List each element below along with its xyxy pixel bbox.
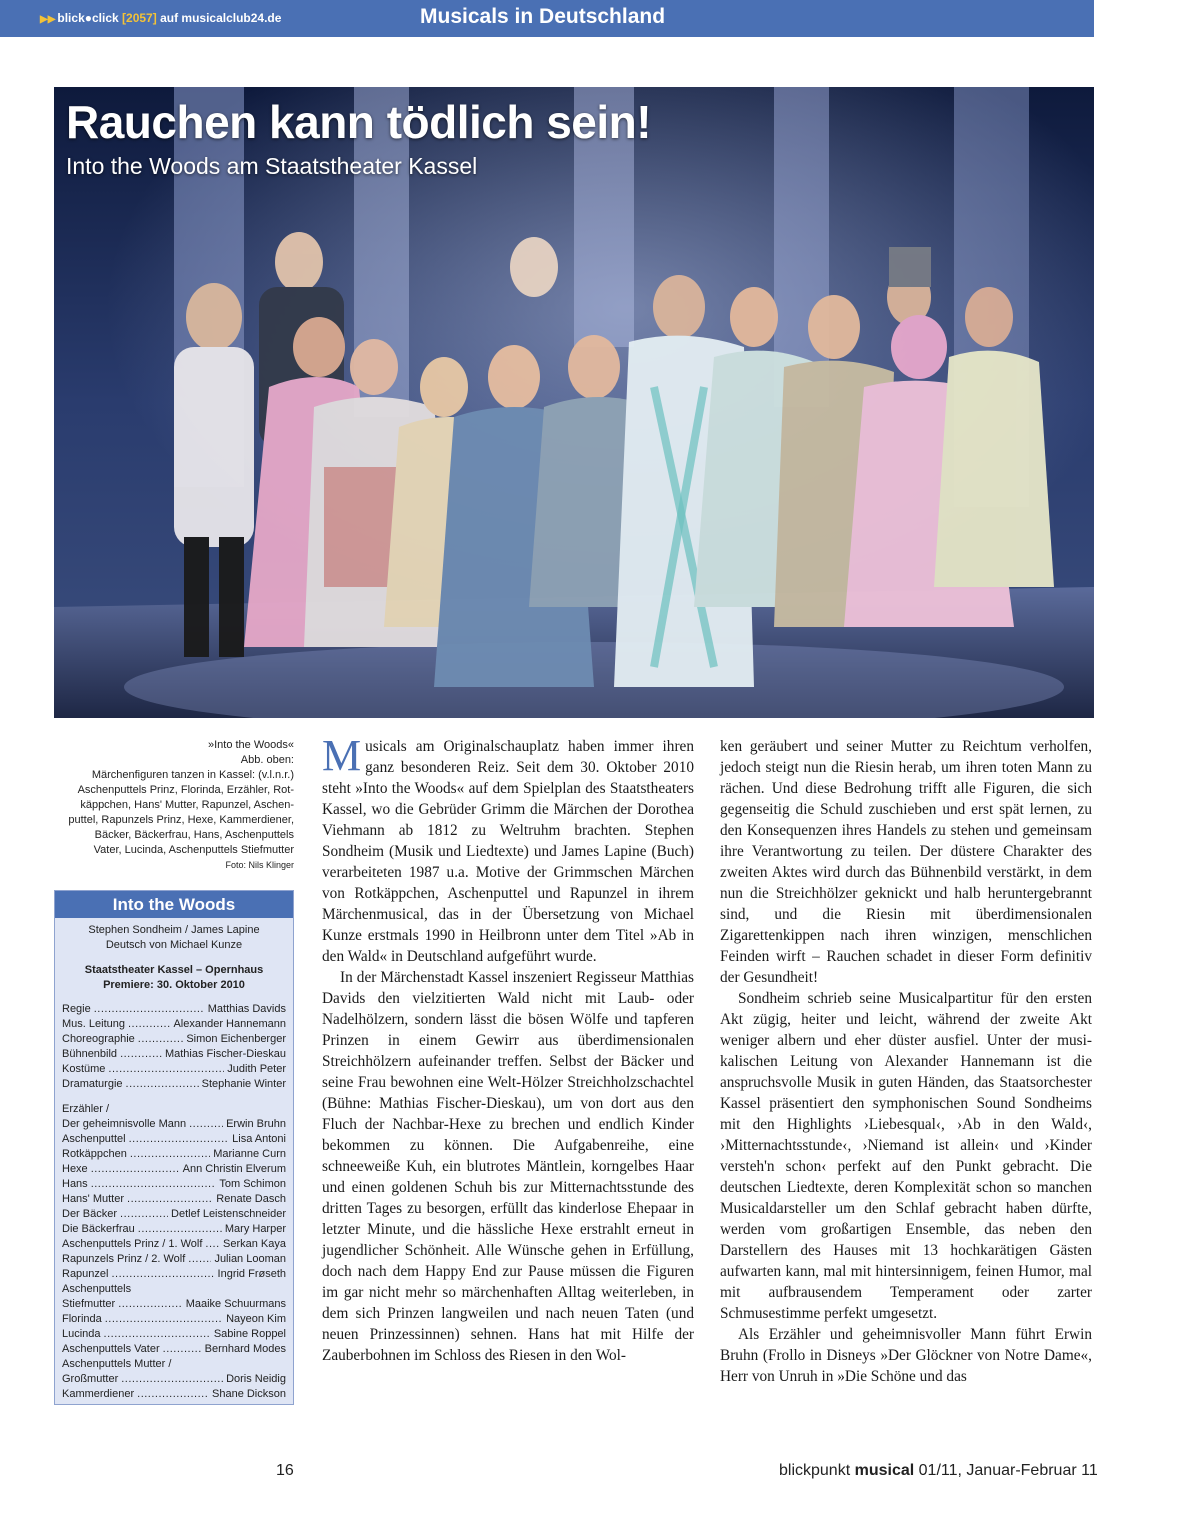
dot-leader	[138, 1222, 222, 1237]
credit-name: Bernhard Modes	[204, 1343, 286, 1355]
credit-row	[62, 1222, 286, 1237]
credit-name: Erwin Bruhn	[226, 1118, 286, 1130]
credit-role: Hans' Mutter	[62, 1193, 125, 1205]
dot-leader	[111, 1267, 214, 1282]
credit-role: Die Bäckerfrau	[62, 1223, 135, 1235]
credit-role: Erzähler /	[62, 1103, 110, 1115]
credit-row	[62, 1267, 286, 1282]
production-info-box	[54, 890, 294, 1405]
caption-line: Abb. oben:	[240, 754, 294, 766]
credit-row	[62, 1062, 286, 1077]
credit-role: Regie	[62, 1003, 91, 1015]
caption-line: Aschenputtels Prinz, Florinda, Erzähler, Rot-	[77, 784, 294, 796]
info-box-authors	[55, 923, 293, 953]
credit-name: Mary Harper	[224, 1223, 286, 1235]
page-number: 16	[276, 1462, 294, 1479]
dot-leader	[138, 1032, 184, 1047]
credit-role: Stiefmutter	[62, 1298, 116, 1310]
article-column-2	[720, 736, 1092, 1387]
credit-row	[62, 1372, 286, 1387]
credit-row	[62, 1117, 286, 1132]
premiere-line: Premiere: 30. Oktober 2010	[103, 979, 245, 991]
credit-role: Aschenputtels	[62, 1283, 132, 1295]
dot-leader	[128, 1017, 170, 1032]
credit-name: Ingrid Frøseth	[217, 1268, 286, 1280]
caption-line: Märchenfiguren tanzen in Kassel: (v.l.n.r.)	[91, 769, 294, 781]
credit-role: Florinda	[62, 1313, 102, 1325]
credit-row	[62, 1132, 286, 1147]
section-header-bar	[0, 0, 1094, 37]
authors-line: Stephen Sondheim / James Lapine	[88, 924, 260, 936]
dot-leader	[205, 1237, 220, 1252]
credit-row	[62, 1387, 286, 1402]
credit-row	[62, 1237, 286, 1252]
credit-name: Sabine Roppel	[213, 1328, 286, 1340]
cast-list	[55, 1102, 293, 1402]
dot-leader	[91, 1177, 217, 1192]
credit-role: Großmutter	[62, 1373, 119, 1385]
credit-row	[62, 1177, 286, 1192]
credit-row	[62, 1162, 286, 1177]
credit-row	[62, 1297, 286, 1312]
credit-name: Alexander Hannemann	[173, 1018, 286, 1030]
credit-name: Simon Eichenberger	[186, 1033, 286, 1045]
credit-role: Dramaturgie	[62, 1078, 123, 1090]
header-brand-line	[40, 11, 281, 25]
info-box-title: Into the Woods	[55, 891, 293, 918]
credit-role: Kammerdiener	[62, 1388, 135, 1400]
stage-photo	[54, 87, 1094, 718]
dot-leader	[130, 1147, 210, 1162]
credit-role: Choreographie	[62, 1033, 135, 1045]
credit-row	[62, 1017, 286, 1032]
info-box-premiere	[55, 963, 293, 993]
credit-name: Nayeon Kim	[226, 1313, 286, 1325]
credit-row	[62, 1192, 286, 1207]
dot-leader	[105, 1312, 223, 1327]
dot-leader	[188, 1252, 211, 1267]
article-column-1	[322, 731, 694, 1366]
caption-line: Vater, Lucinda, Aschenputtels Stiefmutter	[93, 844, 294, 856]
caption-line: käppchen, Hans' Mutter, Rapunzel, Aschen-	[80, 799, 294, 811]
credit-role: Der Bäcker	[62, 1208, 118, 1220]
article-paragraph: Sondheim schrieb seine Musicalpartitur für den ersten Akt zügig, heiter und leicht, während der zweite Akt weniger albern und eher düster ausfiel. Unter der musikalischen Leitung von Alexander Hannemann ist die anspruchsvolle Musik in guten Händen, das Staatsorchester Kassel präsentiert den symphonischen Sound Sondheims mit den Highlights ›Liebesqual‹, ›Ab in den Wald‹, ›Mitternachtsstunde‹, ›Niemand ist allein‹ und ›Kinder versteh'n schon‹ perfekt auf den Punkt gebracht. Die deutschen Liedtexte, deren Komplexität schon so manchen Musicaldarsteller um den Schlaf gebracht haben dürfte, werden vom großartigen Ensemble, das neben den Darstellern des Hauses mit 13 hochkarätigen Gästen aufwarten kann, mal mit hintersinnigem, feinen Humor, mal mit aufbrausendem Temperament oder zarter Schmusestimme perfekt umgesetzt.	[720, 990, 1092, 1322]
credit-role: Rapunzel	[62, 1268, 109, 1280]
credit-name: Shane Dickson	[212, 1388, 286, 1400]
magazine-prefix: blickpunkt	[779, 1462, 851, 1479]
credit-role: Aschenputtels Mutter /	[62, 1358, 172, 1370]
drop-cap: M	[322, 731, 362, 780]
dot-leader	[120, 1047, 162, 1062]
photo-caption	[20, 738, 294, 872]
credit-name: Detlef Leistenschneider	[171, 1208, 286, 1220]
article-paragraph	[322, 731, 694, 967]
article-headline: Rauchen kann tödlich sein!	[66, 96, 652, 148]
credit-name: Doris Neidig	[226, 1373, 286, 1385]
credit-name: Matthias Davids	[207, 1003, 286, 1015]
caption-line: Bäcker, Bäckerfrau, Hans, Aschenputtels	[94, 829, 294, 841]
credit-role: Aschenputtel	[62, 1133, 126, 1145]
credit-row	[62, 1312, 286, 1327]
dot-leader	[104, 1327, 211, 1342]
article-paragraph: In der Märchenstadt Kassel inszeniert Regisseur Matthias Davids den vielzitierten Wald nicht mit Laub- oder Nadelhölzern, sondern lässt die bösen Wölfe und tapferen Prinzen in einem Gewirr aus überdimensionalen Streichhölzern aufeinander treffen. Selbst der Bäcker und seine Frau bewohnen eine Welt-Hölzer Streichholzschachtel (Bühne: Mathias Fischer-Dieskau), um von dort aus den Fluch der Nachbar-Hexe zu brechen und endlich Kinder bekommen zu können. Die Aufgabenreihe, eine schneeweiße Kuh, ein blutrotes Mäntlein, korngelbes Haar und einen goldenen Schuh bis zur Mitternachtsstunde des dritten Tages zu besorgen, erfüllt das kinderlose Ehepaar in letzter Minute, und die hässliche Hexe erstrahlt erneut in jugendlicher Schönheit. Alle Wünsche gehen in Erfüllung, doch nach dem Happy End zur Pause müssen die Figuren im gar nicht mehr so märchenhaften Alltag weiterleben, in dem sich Prinzen langweilen und nach neuen Taten (und neuen Prinzessinnen) sehnen. Hans hat mit Hilfe der Zauberbohnen im Schloss des Riesen in den Wol-	[322, 969, 694, 1364]
credit-row	[62, 1147, 286, 1162]
credit-name: Ann Christin Elverum	[182, 1163, 286, 1175]
dot-leader	[127, 1192, 213, 1207]
dot-leader	[120, 1207, 168, 1222]
dot-leader	[94, 1002, 205, 1017]
dot-leader	[121, 1372, 223, 1387]
credit-name: Tom Schimon	[219, 1178, 286, 1190]
credit-name: Julian Looman	[214, 1253, 286, 1265]
dot-leader	[137, 1387, 209, 1402]
credit-row	[62, 1327, 286, 1342]
credit-name: Lisa Antoni	[232, 1133, 286, 1145]
magazine-name: musical	[854, 1462, 915, 1479]
credit-role: Hans	[62, 1178, 88, 1190]
credit-role: Mus. Leitung	[62, 1018, 125, 1030]
credit-row	[62, 1002, 286, 1017]
double-arrow-icon: ▶▶	[40, 14, 56, 25]
credit-row	[62, 1342, 286, 1357]
magazine-footer	[779, 1462, 1098, 1480]
credit-name: Mathias Fischer-Dieskau	[164, 1048, 286, 1060]
credit-role: Bühnenbild	[62, 1048, 118, 1060]
dot-leader	[126, 1077, 199, 1092]
credit-name: Stephanie Winter	[201, 1078, 286, 1090]
header-issue: [2057]	[122, 11, 157, 25]
header-site: auf musicalclub24.de	[160, 11, 282, 25]
dot-leader	[118, 1297, 183, 1312]
credit-role: Rotkäppchen	[62, 1148, 127, 1160]
credit-role: Aschenputtels Prinz / 1. Wolf	[62, 1238, 203, 1250]
article-paragraph: ken geräubert und seiner Mutter zu Reichtum verholfen, jedoch steigt nun die Riesin herab, um ihren toten Mann zu rächen. Und diese Bedrohung trifft alle Figuren, die sich gegenseitig die Schuld zuschieben und erst spät lernen, zu den Konsequenzen ihres Handels zu stehen und gemeinsam ihre Verantwortung zu teilen. Der düstere Charakter des zweiten Aktes wird durch das Bühnenbild verstärkt, in dem nun die Streichhölzer geknickt und halb heruntergebrannt sind, und die Riesin mit überdimensionalen Zigarettenkippen nach ihren winzigen, menschlichen Feinden wirft – Rauchen schadet in dieser Form definitiv der Gesundheit!	[720, 738, 1092, 986]
credit-row	[62, 1047, 286, 1062]
article-subheadline: Into the Woods am Staatstheater Kassel	[66, 153, 478, 179]
venue-line: Staatstheater Kassel – Opernhaus	[84, 964, 264, 976]
credit-role: Aschenputtels Vater	[62, 1343, 160, 1355]
caption-line: puttel, Rapunzels Prinz, Hexe, Kammerdiener,	[68, 814, 294, 826]
dot-leader	[189, 1117, 223, 1132]
translation-line: Deutsch von Michael Kunze	[105, 939, 243, 951]
issue-info: 01/11, Januar-Februar 11	[918, 1462, 1098, 1479]
dot-leader	[129, 1132, 230, 1147]
credit-name: Marianne Curn	[213, 1148, 286, 1160]
dot-leader	[108, 1062, 224, 1077]
credit-role: Lucinda	[62, 1328, 101, 1340]
credit-name: Judith Peter	[227, 1063, 286, 1075]
credit-role: Der geheimnisvolle Mann	[62, 1118, 187, 1130]
section-title: Musicals in Deutschland	[420, 5, 666, 28]
header-brand: blick●click	[57, 11, 119, 25]
credit-role: Kostüme	[62, 1063, 106, 1075]
credit-row	[62, 1077, 286, 1092]
credit-name: Maaike Schuurmans	[185, 1298, 286, 1310]
credit-name: Serkan Kaya	[223, 1238, 286, 1250]
credit-row	[62, 1207, 286, 1222]
credit-name: Renate Dasch	[216, 1193, 286, 1205]
paragraph-text: usicals am Originalschauplatz haben immer ihren ganz besonderen Reiz. Seit dem 30. Oktober 2010 steht »Into the Woods« auf dem Spielplan des Staatstheaters Kassel, wo die Gebrüder Grimm die Märchen der Dorothea Viehmann ab 1812 zu Weltruhm brachten. Stephen Sondheim (Musik und Liedtexte) und James Lapine (Buch) verarbeiteten 1987 u.a. Motive der Grimmschen Märchen von Rotkäppchen, Aschenputtel und Rapunzel in ihrem Märchenmusical, das in der Übersetzung von Michael Kunze erstmals 1990 in Heilbronn unter dem Titel »Ab in den Wald« in Deutschland aufgeführt wurde.	[322, 738, 694, 965]
credit-role: Rapunzels Prinz / 2. Wolf	[62, 1253, 186, 1265]
stage-photo-illustration	[54, 87, 1094, 718]
credit-role: Hexe	[62, 1163, 88, 1175]
team-list	[55, 1002, 293, 1092]
caption-line: »Into the Woods«	[207, 739, 294, 751]
photo-credit: Foto: Nils Klinger	[225, 860, 294, 870]
dot-leader	[163, 1342, 202, 1357]
credit-row	[62, 1032, 286, 1047]
credit-row	[62, 1252, 286, 1267]
article-paragraph: Als Erzähler und geheimnisvoller Mann führt Erwin Bruhn (Frollo in Disneys »Der Glöckner von Notre Dame«, Herr von Unruh in »Die Schöne und das	[720, 1326, 1092, 1385]
dot-leader	[91, 1162, 180, 1177]
